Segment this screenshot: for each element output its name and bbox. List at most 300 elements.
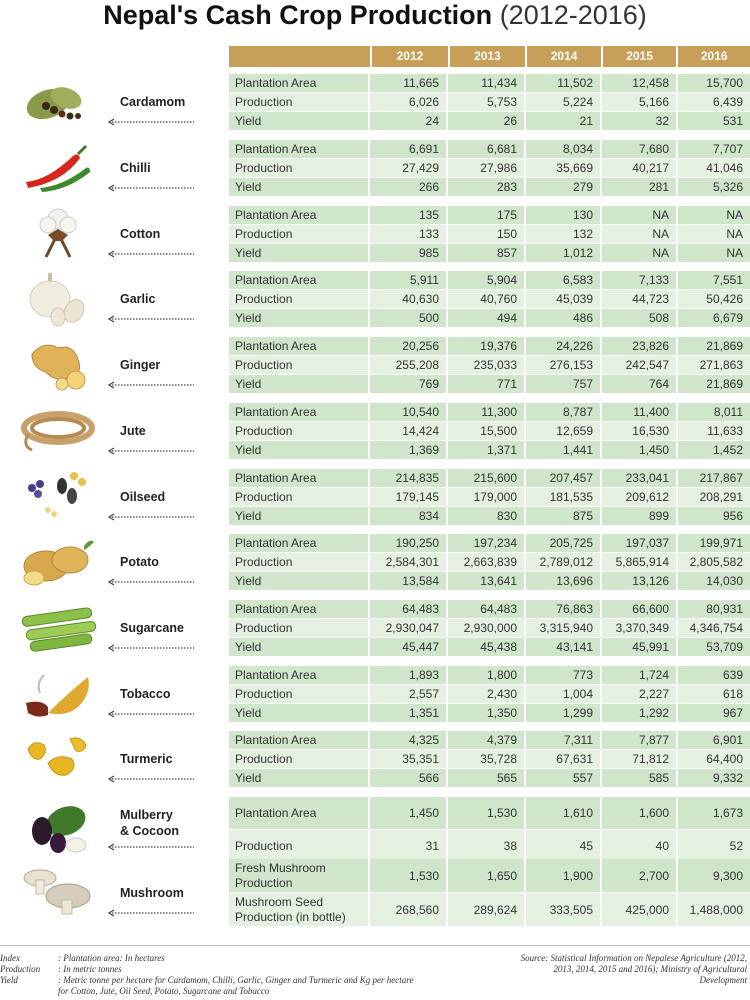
table-cell: 5,224	[526, 93, 600, 111]
table-cell: 27,986	[448, 159, 524, 177]
table-row	[229, 704, 750, 722]
table-cell: 875	[526, 507, 600, 525]
arrow-icon	[108, 184, 196, 192]
table-row	[229, 271, 750, 289]
table-cell: 769	[370, 375, 446, 393]
cardamom-icon	[18, 72, 98, 130]
table-cell: 53,709	[678, 638, 750, 656]
table-cell: 179,145	[370, 488, 446, 506]
table-row	[229, 731, 750, 749]
crop-name: Turmeric	[120, 752, 173, 766]
garlic-icon	[18, 269, 98, 327]
table-cell: 35,669	[526, 159, 600, 177]
table-cell: 1,350	[448, 704, 524, 722]
table-row	[229, 534, 750, 552]
jute-icon	[18, 400, 98, 458]
table-cell: 13,641	[448, 572, 524, 590]
row-label: Mushroom Seed Production (in bottle)	[229, 893, 368, 926]
table-cell: 16,530	[602, 422, 676, 440]
table-cell: 197,234	[448, 534, 524, 552]
table-cell: 6,691	[370, 140, 446, 158]
table-cell: 209,612	[602, 488, 676, 506]
table-row	[229, 375, 750, 393]
arrow-icon	[108, 250, 196, 258]
table-cell: 956	[678, 507, 750, 525]
table-cell: 11,434	[448, 74, 524, 92]
table-row	[229, 666, 750, 684]
table-cell: 40,760	[448, 290, 524, 308]
header-lead	[229, 46, 370, 67]
table-cell: 531	[678, 112, 750, 130]
table-cell: 45,447	[370, 638, 446, 656]
table-cell: 43,141	[526, 638, 600, 656]
table-cell: 11,633	[678, 422, 750, 440]
crop-name: Chilli	[120, 161, 151, 175]
row-label: Yield	[229, 244, 368, 262]
table-cell: 175	[448, 206, 524, 224]
table-cell: 1,452	[678, 441, 750, 459]
table-cell: 834	[370, 507, 446, 525]
tobacco-icon	[18, 663, 98, 721]
table-cell: 486	[526, 309, 600, 327]
table-row	[229, 797, 750, 829]
footer-divider	[0, 945, 750, 946]
table-cell: 985	[370, 244, 446, 262]
table-cell: 7,551	[678, 271, 750, 289]
table-row	[229, 309, 750, 327]
table-cell: 217,867	[678, 469, 750, 487]
row-label: Fresh Mushroom Production	[229, 859, 368, 892]
row-label: Yield	[229, 704, 368, 722]
table-cell: 2,930,047	[370, 619, 446, 637]
arrow-icon	[108, 578, 196, 586]
crop-name: Jute	[120, 424, 146, 438]
row-label: Plantation Area	[229, 534, 368, 552]
table-row	[229, 750, 750, 768]
table-cell: 773	[526, 666, 600, 684]
table-cell: 45	[526, 830, 600, 862]
table-cell: 52	[678, 830, 750, 862]
table-cell: 281	[602, 178, 676, 196]
table-cell: 6,679	[678, 309, 750, 327]
cotton-icon	[18, 203, 98, 261]
table-cell: 757	[526, 375, 600, 393]
table-row	[229, 859, 750, 892]
table-cell: 1,900	[526, 859, 600, 892]
table-cell: 1,600	[602, 797, 676, 829]
table-cell: 23,826	[602, 337, 676, 355]
table-header	[229, 46, 750, 67]
table-cell: 5,911	[370, 271, 446, 289]
footer-source: Source: Statistical Information on Nepalese Agriculture (2012, 2013, 2014, 2015 and 2016); Ministry of Agricultural Development	[520, 953, 747, 985]
table-cell: 199,971	[678, 534, 750, 552]
table-cell: 1,441	[526, 441, 600, 459]
table-cell: 35,351	[370, 750, 446, 768]
row-label: Plantation Area	[229, 666, 368, 684]
index-text: : Plantation area: In hectares	[58, 953, 165, 963]
table-cell: 45,991	[602, 638, 676, 656]
table-row	[229, 74, 750, 92]
table-cell: 2,789,012	[526, 553, 600, 571]
arrow-icon	[108, 843, 196, 851]
table-row	[229, 769, 750, 787]
table-cell: 135	[370, 206, 446, 224]
crop-name: Ginger	[120, 358, 161, 372]
table-cell: 7,707	[678, 140, 750, 158]
table-cell: 2,557	[370, 685, 446, 703]
table-row	[229, 178, 750, 196]
crop-name	[120, 807, 179, 839]
table-cell: 1,530	[370, 859, 446, 892]
row-label: Production	[229, 553, 368, 571]
table-cell: 2,227	[602, 685, 676, 703]
table-cell: 3,370,349	[602, 619, 676, 637]
potato-icon	[18, 532, 98, 590]
table-cell: 20,256	[370, 337, 446, 355]
table-cell: 15,500	[448, 422, 524, 440]
sugarcane-icon	[18, 598, 98, 656]
turmeric-icon	[18, 729, 98, 787]
table-row	[229, 507, 750, 525]
table-cell: 6,583	[526, 271, 600, 289]
table-cell: 425,000	[602, 893, 676, 926]
table-row	[229, 553, 750, 571]
table-cell: 19,376	[448, 337, 524, 355]
table-cell: 32	[602, 112, 676, 130]
row-label: Yield	[229, 375, 368, 393]
table-cell: 268,560	[370, 893, 446, 926]
table-cell: 11,400	[602, 403, 676, 421]
table-cell: 214,835	[370, 469, 446, 487]
table-cell: 5,326	[678, 178, 750, 196]
table-cell: 333,505	[526, 893, 600, 926]
table-row	[229, 422, 750, 440]
table-cell: 5,904	[448, 271, 524, 289]
row-label: Plantation Area	[229, 469, 368, 487]
table-cell: 585	[602, 769, 676, 787]
table-cell: 7,133	[602, 271, 676, 289]
table-cell: 44,723	[602, 290, 676, 308]
table-row	[229, 638, 750, 656]
table-cell: 1,012	[526, 244, 600, 262]
index-text: : In metric tonnes	[58, 964, 122, 974]
crop-name-line: & Cocoon	[120, 824, 180, 838]
table-cell: 13,584	[370, 572, 446, 590]
year-header: 2016	[678, 46, 750, 67]
table-cell: 830	[448, 507, 524, 525]
table-cell: 566	[370, 769, 446, 787]
oilseed-icon	[18, 466, 98, 524]
table-cell: 24,226	[526, 337, 600, 355]
row-label: Plantation Area	[229, 403, 368, 421]
row-label: Production	[229, 830, 368, 862]
table-row	[229, 830, 750, 862]
table-cell: 764	[602, 375, 676, 393]
table-row	[229, 600, 750, 618]
table-row	[229, 572, 750, 590]
year-header: 2012	[372, 46, 448, 67]
table-cell: 1,800	[448, 666, 524, 684]
table-cell: 639	[678, 666, 750, 684]
table-cell: 67,631	[526, 750, 600, 768]
table-row	[229, 685, 750, 703]
arrow-icon	[108, 644, 196, 652]
table-cell: 71,812	[602, 750, 676, 768]
table-cell: 494	[448, 309, 524, 327]
table-cell: 13,126	[602, 572, 676, 590]
table-cell: 1,369	[370, 441, 446, 459]
crop-name: Garlic	[120, 292, 156, 306]
table-row	[229, 140, 750, 158]
table-cell: NA	[678, 244, 750, 262]
table-cell: 35,728	[448, 750, 524, 768]
table-cell: 618	[678, 685, 750, 703]
table-cell: 133	[370, 225, 446, 243]
ginger-icon	[18, 334, 98, 392]
row-label: Production	[229, 225, 368, 243]
table-cell: 4,346,754	[678, 619, 750, 637]
table-cell: 27,429	[370, 159, 446, 177]
table-cell: 271,863	[678, 356, 750, 374]
table-cell: 40,217	[602, 159, 676, 177]
row-label: Production	[229, 750, 368, 768]
crop-name: Tobacco	[120, 687, 171, 701]
table-row	[229, 290, 750, 308]
table-row	[229, 159, 750, 177]
table-cell: 76,863	[526, 600, 600, 618]
table-cell: 771	[448, 375, 524, 393]
table-cell: 276,153	[526, 356, 600, 374]
table-cell: 8,011	[678, 403, 750, 421]
row-label: Production	[229, 356, 368, 374]
table-cell: 64,483	[448, 600, 524, 618]
arrow-icon	[108, 315, 196, 323]
crop-name: Mushroom	[120, 886, 184, 900]
row-label: Production	[229, 488, 368, 506]
row-label: Production	[229, 93, 368, 111]
table-cell: 967	[678, 704, 750, 722]
table-cell: 13,696	[526, 572, 600, 590]
table-cell: 181,535	[526, 488, 600, 506]
table-cell: NA	[678, 206, 750, 224]
table-cell: 40,630	[370, 290, 446, 308]
crop-name: Cardamom	[120, 95, 186, 109]
arrow-icon	[108, 118, 196, 126]
crop-name: Sugarcane	[120, 621, 184, 635]
table-cell: 6,026	[370, 93, 446, 111]
chilli-icon	[18, 138, 98, 196]
table-cell: 2,805,582	[678, 553, 750, 571]
table-cell: 7,877	[602, 731, 676, 749]
table-cell: 11,502	[526, 74, 600, 92]
year-header: 2013	[450, 46, 526, 67]
table-cell: 2,663,839	[448, 553, 524, 571]
table-cell: 8,034	[526, 140, 600, 158]
table-cell: 45,438	[448, 638, 524, 656]
table-cell: 132	[526, 225, 600, 243]
table-cell: 2,584,301	[370, 553, 446, 571]
table-row	[229, 93, 750, 111]
footer-index	[0, 953, 415, 997]
table-cell: 26	[448, 112, 524, 130]
row-label: Production	[229, 159, 368, 177]
table-cell: 557	[526, 769, 600, 787]
page-title	[0, 0, 750, 34]
table-cell: 4,325	[370, 731, 446, 749]
table-cell: 857	[448, 244, 524, 262]
row-label: Yield	[229, 178, 368, 196]
table-cell: 1,004	[526, 685, 600, 703]
table-cell: 255,208	[370, 356, 446, 374]
table-cell: 10,540	[370, 403, 446, 421]
row-label: Production	[229, 290, 368, 308]
crop-name: Oilseed	[120, 490, 166, 504]
table-row	[229, 403, 750, 421]
table-row	[229, 469, 750, 487]
table-cell: 1,351	[370, 704, 446, 722]
crop-name: Cotton	[120, 227, 161, 241]
table-cell: 130	[526, 206, 600, 224]
arrow-icon	[108, 710, 196, 718]
table-cell: 24	[370, 112, 446, 130]
table-cell: 1,530	[448, 797, 524, 829]
row-label: Production	[229, 685, 368, 703]
table-cell: 12,659	[526, 422, 600, 440]
row-label: Yield	[229, 309, 368, 327]
row-label: Plantation Area	[229, 797, 368, 829]
table-cell: 11,300	[448, 403, 524, 421]
table-cell: 12,458	[602, 74, 676, 92]
table-cell: 14,424	[370, 422, 446, 440]
table-row	[229, 488, 750, 506]
crop-name: Potato	[120, 555, 159, 569]
table-cell: 2,930,000	[448, 619, 524, 637]
row-label: Yield	[229, 441, 368, 459]
table-cell: 1,673	[678, 797, 750, 829]
index-key: Yield	[0, 975, 18, 985]
table-cell: 190,250	[370, 534, 446, 552]
row-label: Production	[229, 422, 368, 440]
table-cell: 1,450	[370, 797, 446, 829]
table-cell: 8,787	[526, 403, 600, 421]
table-cell: 233,041	[602, 469, 676, 487]
table-cell: 215,600	[448, 469, 524, 487]
row-label: Yield	[229, 769, 368, 787]
table-cell: 40	[602, 830, 676, 862]
table-cell: 14,030	[678, 572, 750, 590]
table-cell: 500	[370, 309, 446, 327]
index-key: Index	[0, 953, 20, 963]
table-cell: 1,488,000	[678, 893, 750, 926]
table-cell: 7,311	[526, 731, 600, 749]
table-cell: NA	[602, 206, 676, 224]
year-header: 2015	[603, 46, 677, 67]
table-cell: 899	[602, 507, 676, 525]
table-cell: 242,547	[602, 356, 676, 374]
table-cell: 21,869	[678, 337, 750, 355]
table-cell: 15,700	[678, 74, 750, 92]
table-cell: 235,033	[448, 356, 524, 374]
table-cell: 7,680	[602, 140, 676, 158]
table-row	[229, 225, 750, 243]
row-label: Production	[229, 619, 368, 637]
table-cell: 3,315,940	[526, 619, 600, 637]
row-label: Plantation Area	[229, 600, 368, 618]
table-cell: 5,166	[602, 93, 676, 111]
table-cell: 38	[448, 830, 524, 862]
table-cell: 207,457	[526, 469, 600, 487]
arrow-icon	[108, 381, 196, 389]
row-label: Plantation Area	[229, 731, 368, 749]
table-cell: 1,724	[602, 666, 676, 684]
row-label: Yield	[229, 112, 368, 130]
table-cell: 45,039	[526, 290, 600, 308]
table-cell: 150	[448, 225, 524, 243]
row-label: Yield	[229, 638, 368, 656]
mulberry-icon	[18, 799, 98, 857]
table-cell: 1,893	[370, 666, 446, 684]
table-row	[229, 619, 750, 637]
table-cell: 197,037	[602, 534, 676, 552]
table-row	[229, 244, 750, 262]
row-label: Plantation Area	[229, 74, 368, 92]
table-cell: 2,700	[602, 859, 676, 892]
row-label: Plantation Area	[229, 206, 368, 224]
table-cell: 11,665	[370, 74, 446, 92]
year-header: 2014	[527, 46, 601, 67]
table-cell: 66,600	[602, 600, 676, 618]
table-cell: 1,610	[526, 797, 600, 829]
index-key: Production	[0, 964, 41, 974]
table-row	[229, 206, 750, 224]
title-years: (2012-2016)	[499, 0, 647, 30]
table-cell: 1,299	[526, 704, 600, 722]
table-cell: NA	[602, 244, 676, 262]
table-row	[229, 112, 750, 130]
table-cell: 179,000	[448, 488, 524, 506]
table-cell: 289,624	[448, 893, 524, 926]
table-cell: 21	[526, 112, 600, 130]
table-cell: 9,332	[678, 769, 750, 787]
table-cell: 50,426	[678, 290, 750, 308]
table-cell: 41,046	[678, 159, 750, 177]
table-cell: 1,650	[448, 859, 524, 892]
table-cell: 6,439	[678, 93, 750, 111]
table-cell: NA	[678, 225, 750, 243]
table-cell: 1,371	[448, 441, 524, 459]
table-cell: 64,400	[678, 750, 750, 768]
row-label: Plantation Area	[229, 140, 368, 158]
table-cell: 2,430	[448, 685, 524, 703]
table-cell: 283	[448, 178, 524, 196]
table-cell: 6,901	[678, 731, 750, 749]
arrow-icon	[108, 775, 196, 783]
table-row	[229, 441, 750, 459]
table-cell: 80,931	[678, 600, 750, 618]
table-cell: 5,865,914	[602, 553, 676, 571]
row-label: Yield	[229, 572, 368, 590]
row-label: Plantation Area	[229, 337, 368, 355]
table-cell: NA	[602, 225, 676, 243]
table-cell: 1,292	[602, 704, 676, 722]
table-cell: 64,483	[370, 600, 446, 618]
table-cell: 1,450	[602, 441, 676, 459]
table-cell: 6,681	[448, 140, 524, 158]
table-cell: 279	[526, 178, 600, 196]
table-row	[229, 356, 750, 374]
table-row	[229, 893, 750, 926]
row-label: Plantation Area	[229, 271, 368, 289]
